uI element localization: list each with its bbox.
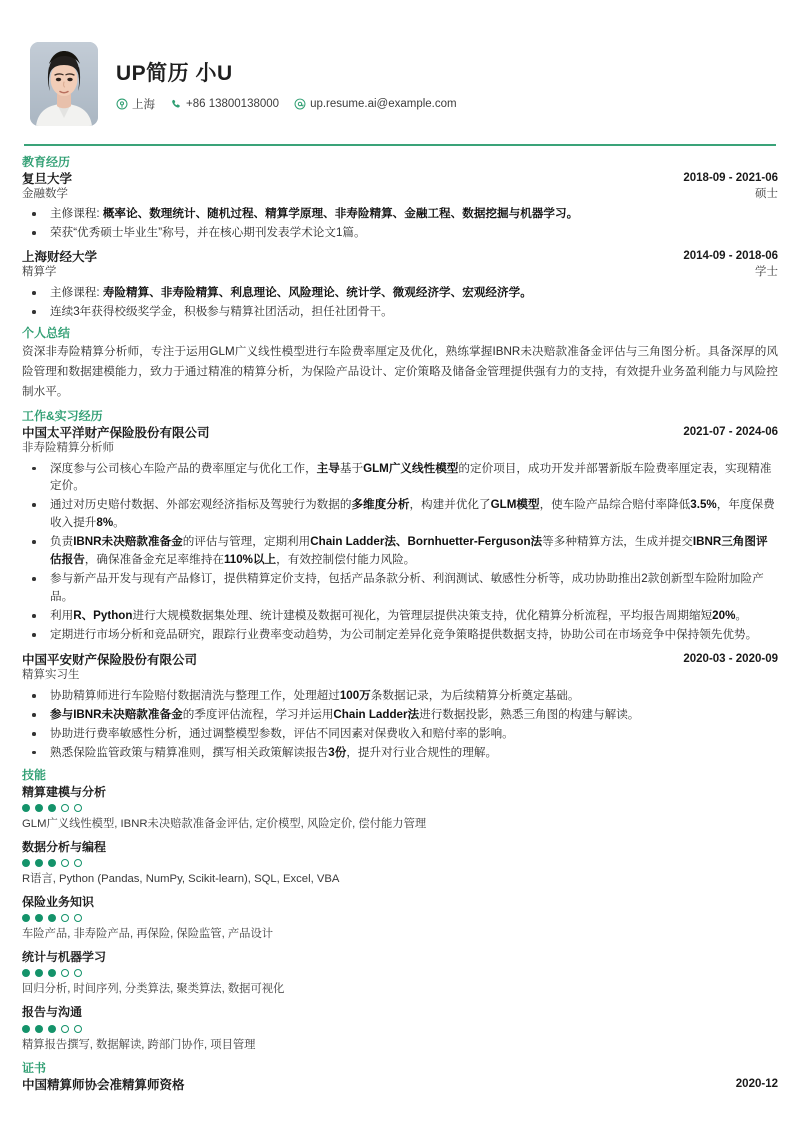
work-company: 中国太平洋财产保险股份有限公司 <box>22 425 210 440</box>
skill-item <box>22 839 778 888</box>
section-title-certificates: 证书 <box>22 1061 47 1076</box>
skill-description: 精算报告撰写, 数据解读, 跨部门协作, 项目管理 <box>22 1038 256 1051</box>
bullet-item: 协助精算师进行车险赔付数据清洗与整理工作，处理超过100万条数据记录，为后续精算分析奠定基础。 <box>22 687 778 705</box>
section-skills <box>22 768 778 1054</box>
bullet-item: 深度参与公司核心车险产品的费率厘定与优化工作，主导基于GLM广义线性模型的定价项目，成功开发并部署新版车险费率厘定表，实现精准定价。 <box>22 460 778 496</box>
contact-location <box>116 96 155 112</box>
skill-rating <box>22 804 778 812</box>
work-bullets <box>22 687 778 762</box>
rating-dot-filled <box>48 969 56 977</box>
skill-description: GLM广义线性模型, IBNR未决赔款准备金评估, 定价模型, 风险定价, 偿付能力管理 <box>22 818 427 831</box>
skill-name: 报告与沟通 <box>22 1005 83 1020</box>
skill-rating <box>22 859 778 867</box>
rating-dot-filled <box>35 859 43 867</box>
header-text-block <box>116 57 466 112</box>
contact-email <box>294 98 457 110</box>
rating-dot-filled <box>35 969 43 977</box>
work-period: 2021-07 - 2024-06 <box>683 425 778 438</box>
skill-rating <box>22 1025 778 1033</box>
section-title-summary: 个人总结 <box>22 325 71 340</box>
section-title-work: 工作&实习经历 <box>22 408 103 423</box>
skill-item <box>22 1004 778 1053</box>
bullet-item: 荣获“优秀硕士毕业生”称号，并在核心期刊发表学术论文1篇。 <box>22 224 778 242</box>
rating-dot-filled <box>22 914 30 922</box>
rating-dot-filled <box>48 914 56 922</box>
education-bullets <box>22 205 778 242</box>
header-divider <box>24 144 776 146</box>
contact-location-value: 上海 <box>132 98 155 111</box>
rating-dot-filled <box>22 969 30 977</box>
rating-dot-filled <box>35 1025 43 1033</box>
skill-name: 精算建模与分析 <box>22 784 107 799</box>
avatar <box>30 42 98 126</box>
contact-phone <box>170 98 279 110</box>
skill-rating <box>22 969 778 977</box>
education-org: 上海财经大学 <box>22 250 98 265</box>
education-major: 金融数学 <box>22 187 68 200</box>
rating-dot-empty <box>74 969 82 977</box>
certificate-entry <box>22 1077 778 1093</box>
bullet-item: 参与新产品开发与现有产品修订，提供精算定价支持，包括产品条款分析、利润测试、敏感性分析等，成功协助推出2款创新型车险附加险产品。 <box>22 570 778 606</box>
education-bullets <box>22 284 778 321</box>
rating-dot-empty <box>61 859 69 867</box>
rating-dot-empty <box>61 969 69 977</box>
resume-header <box>22 30 778 142</box>
page-title: UP简历 小U <box>116 61 233 85</box>
bullet-item: 连续3年获得校级奖学金，积极参与精算社团活动，担任社团骨干。 <box>22 303 778 321</box>
work-period: 2020-03 - 2020-09 <box>683 653 778 666</box>
skill-description: 回归分析, 时间序列, 分类算法, 聚类算法, 数据可视化 <box>22 983 285 996</box>
education-major: 精算学 <box>22 266 57 279</box>
summary-text: 资深非寿险精算分析师，专注于运用GLM广义线性模型进行车险费率厘定及优化，熟练掌握IBNR未决赔款准备金评估与三角图分析。具备深厚的风险管理和数据建模能力，致力于通过精准的精算分析，为保险产品设计、定价策略及储备金管理提供强有力的支持，有效提升业务盈利能力与风险控制水平。 <box>22 344 778 399</box>
bullet-item: 利用R、Python进行大规模数据集处理、统计建模及数据可视化，为管理层提供决策支持，优化精算分析流程，平均报告周期缩短20%。 <box>22 607 778 625</box>
work-entry <box>22 652 778 762</box>
work-entry <box>22 425 778 644</box>
bullet-item: 通过对历史赔付数据、外部宏观经济指标及驾驶行为数据的多维度分析，构建并优化了GLM模型，使车险产品综合赔付率降低3.5%，年度保费收入提升8%。 <box>22 496 778 532</box>
contact-email-value: up.resume.ai@example.com <box>310 97 457 110</box>
rating-dot-empty <box>74 804 82 812</box>
work-bullets <box>22 460 778 645</box>
skill-item <box>22 784 778 833</box>
education-org: 复旦大学 <box>22 171 73 186</box>
skill-name: 统计与机器学习 <box>22 950 107 965</box>
education-entry <box>22 171 778 243</box>
email-at-icon <box>294 98 306 110</box>
bullet-item: 协助进行费率敏感性分析，通过调整模型参数，评估不同因素对保费收入和赔付率的影响。 <box>22 725 778 743</box>
work-company: 中国平安财产保险股份有限公司 <box>22 653 198 668</box>
section-title-education: 教育经历 <box>22 154 71 169</box>
rating-dot-filled <box>35 914 43 922</box>
bullet-item: 负责IBNR未决赔款准备金的评估与管理，定期利用Chain Ladder法、Bornhuetter-Ferguson法等多种精算方法，生成并提交IBNR三角图评估报告，确保准备金充足率维持在110%以上，有效控制偿付能力风险。 <box>22 533 778 569</box>
contact-phone-value: +86 13800138000 <box>186 97 280 110</box>
education-period: 2018-09 - 2021-06 <box>683 171 778 184</box>
section-title-skills: 技能 <box>22 767 47 782</box>
rating-dot-filled <box>48 859 56 867</box>
rating-dot-empty <box>74 1025 82 1033</box>
certificate-date: 2020-12 <box>735 1078 778 1091</box>
rating-dot-filled <box>35 804 43 812</box>
work-role: 非寿险精算分析师 <box>22 442 114 454</box>
skills-list <box>22 784 778 1054</box>
section-education <box>22 155 778 321</box>
phone-icon <box>170 98 182 110</box>
bullet-item: 主修课程: 概率论、数理统计、随机过程、精算学原理、非寿险精算、金融工程、数据挖掘与机器学习。 <box>22 205 778 223</box>
section-work <box>22 409 778 762</box>
education-entry <box>22 249 778 321</box>
bullet-item: 熟悉保险监管政策与精算准则，撰写相关政策解读报告3份，提升对行业合规性的理解。 <box>22 744 778 762</box>
rating-dot-empty <box>61 914 69 922</box>
bullet-item: 参与IBNR未决赔款准备金的季度评估流程，学习并运用Chain Ladder法进行数据投影，熟悉三角图的构建与解读。 <box>22 706 778 724</box>
bullet-item: 主修课程: 寿险精算、非寿险精算、利息理论、风险理论、统计学、微观经济学、宏观经济学。 <box>22 284 778 302</box>
rating-dot-empty <box>74 859 82 867</box>
certificate-name: 中国精算师协会准精算师资格 <box>22 1078 185 1093</box>
rating-dot-empty <box>61 1025 69 1033</box>
rating-dot-empty <box>74 914 82 922</box>
work-role: 精算实习生 <box>22 669 80 682</box>
rating-dot-filled <box>22 1025 30 1033</box>
skill-rating <box>22 914 778 922</box>
location-pin-icon <box>116 98 128 110</box>
education-period: 2014-09 - 2018-06 <box>683 250 778 263</box>
rating-dot-filled <box>22 859 30 867</box>
section-summary <box>22 326 778 403</box>
skill-description: 车险产品, 非寿险产品, 再保险, 保险监管, 产品设计 <box>22 928 274 941</box>
bullet-item: 定期进行市场分析和竞品研究，跟踪行业费率变动趋势，为公司制定差异化竞争策略提供数据支持，协助公司在市场竞争中保持领先优势。 <box>22 626 778 644</box>
rating-dot-filled <box>22 804 30 812</box>
contact-list <box>116 96 466 112</box>
education-degree: 硕士 <box>755 187 778 200</box>
section-certificates <box>22 1061 778 1093</box>
skill-name: 数据分析与编程 <box>22 839 107 854</box>
skill-item <box>22 949 778 998</box>
rating-dot-empty <box>61 804 69 812</box>
skill-item <box>22 894 778 943</box>
education-degree: 学士 <box>755 266 778 279</box>
rating-dot-filled <box>48 804 56 812</box>
rating-dot-filled <box>48 1025 56 1033</box>
skill-name: 保险业务知识 <box>22 895 95 910</box>
skill-description: R语言, Python (Pandas, NumPy, Scikit-learn), SQL, Excel, VBA <box>22 873 340 886</box>
